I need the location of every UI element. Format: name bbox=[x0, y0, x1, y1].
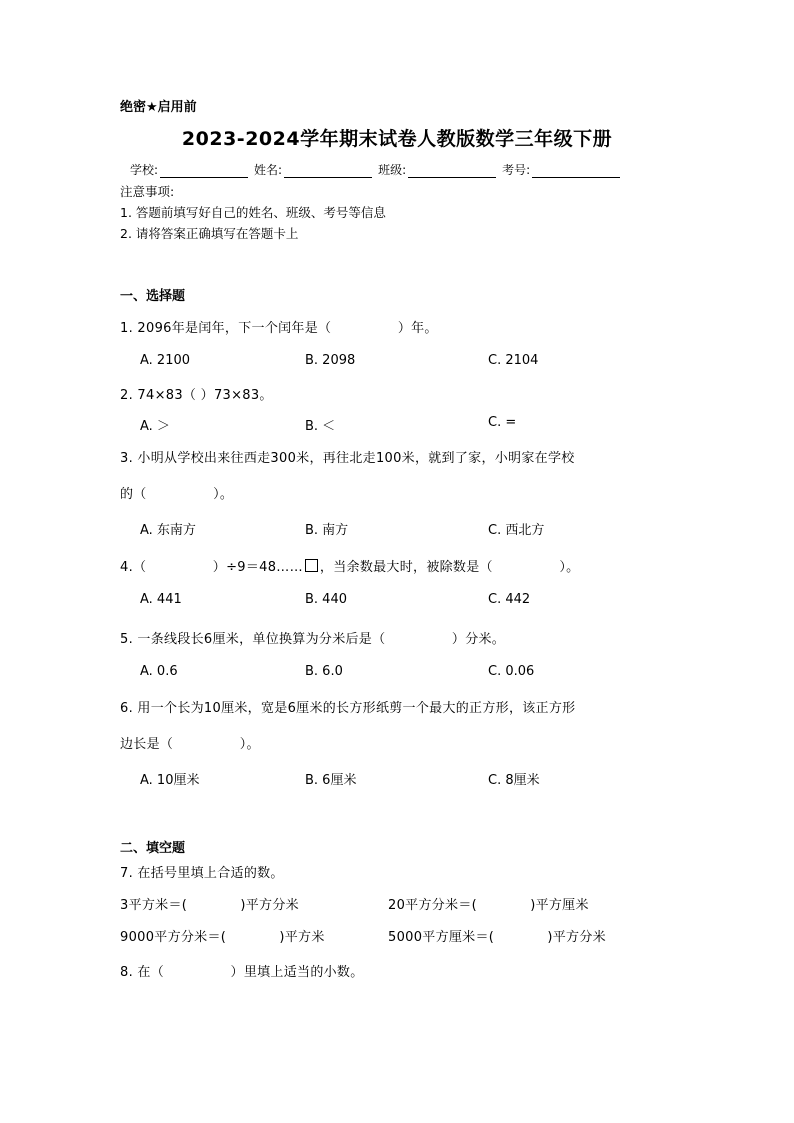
student-info-row bbox=[130, 161, 626, 178]
exam-title: 2023-2024学年期末试卷人教版数学三年级下册 bbox=[181, 128, 613, 150]
question-4-part-a: 4.（ ）÷9＝48…… bbox=[120, 560, 303, 575]
option-c[interactable]: C. 西北方 bbox=[488, 523, 545, 538]
option-a[interactable]: A. 2100 bbox=[140, 353, 191, 368]
exam-number-label: 考号: bbox=[502, 163, 531, 177]
option-c[interactable]: C. 2104 bbox=[488, 353, 539, 368]
question-4 bbox=[120, 556, 579, 575]
blank-box-icon bbox=[305, 559, 318, 572]
question-4-part-b: ，当余数最大时，被除数是（ ）。 bbox=[319, 560, 580, 575]
question-2: 2. 74×83（ ）73×83。 bbox=[120, 388, 273, 403]
question-8: 8. 在（ ）里填上适当的小数。 bbox=[120, 965, 364, 980]
question-5: 5. 一条线段长6厘米，单位换算为分米后是（ ）分米。 bbox=[120, 632, 506, 647]
class-blank[interactable] bbox=[408, 165, 496, 178]
option-a[interactable]: A. 10厘米 bbox=[140, 773, 200, 788]
secret-label: 绝密★启用前 bbox=[120, 100, 197, 115]
fill-item: 3平方米＝( )平方分米 bbox=[120, 898, 299, 913]
section-title-fill: 二、填空题 bbox=[120, 841, 186, 856]
option-c[interactable]: C. 8厘米 bbox=[488, 773, 540, 788]
option-b[interactable]: B. 440 bbox=[305, 592, 347, 607]
fill-item: 5000平方厘米＝( )平方分米 bbox=[388, 930, 606, 945]
fill-item: 9000平方分米＝( )平方米 bbox=[120, 930, 325, 945]
option-b[interactable]: B. 南方 bbox=[305, 523, 349, 538]
option-a[interactable]: A. 东南方 bbox=[140, 523, 196, 538]
option-b[interactable]: B. 6厘米 bbox=[305, 773, 357, 788]
notice-heading: 注意事项: bbox=[120, 184, 175, 199]
option-c[interactable]: C. 0.06 bbox=[488, 664, 535, 679]
question-3-continued: 的（ ）。 bbox=[120, 487, 234, 502]
option-c[interactable]: C. 442 bbox=[488, 592, 531, 607]
question-6: 6. 用一个长为10厘米，宽是6厘米的长方形纸剪一个最大的正方形，该正方形 bbox=[120, 701, 576, 716]
option-c[interactable]: C. = bbox=[488, 415, 517, 430]
name-blank[interactable] bbox=[284, 165, 372, 178]
option-b[interactable]: B. 6.0 bbox=[305, 664, 343, 679]
school-label: 学校: bbox=[130, 163, 159, 177]
option-b[interactable]: B. 2098 bbox=[305, 353, 356, 368]
exam-number-blank[interactable] bbox=[532, 165, 620, 178]
option-a[interactable]: A. 0.6 bbox=[140, 664, 178, 679]
fill-item: 20平方分米＝( )平方厘米 bbox=[388, 898, 589, 913]
section-title-choice: 一、选择题 bbox=[120, 289, 186, 304]
option-a[interactable]: A. 441 bbox=[140, 592, 182, 607]
question-7: 7. 在括号里填上合适的数。 bbox=[120, 866, 284, 881]
question-3: 3. 小明从学校出来往西走300米，再往北走100米，就到了家，小明家在学校 bbox=[120, 451, 575, 466]
school-blank[interactable] bbox=[160, 165, 248, 178]
notice-item: 1. 答题前填写好自己的姓名、班级、考号等信息 bbox=[120, 205, 386, 220]
question-6-continued: 边长是（ ）。 bbox=[120, 737, 260, 752]
name-label: 姓名: bbox=[254, 163, 283, 177]
class-label: 班级: bbox=[378, 163, 407, 177]
option-a[interactable]: A. ＞ bbox=[140, 419, 170, 434]
notice-item: 2. 请将答案正确填写在答题卡上 bbox=[120, 226, 299, 241]
question-1: 1. 2096年是闰年，下一个闰年是（ ）年。 bbox=[120, 321, 438, 336]
option-b[interactable]: B. ＜ bbox=[305, 419, 336, 434]
